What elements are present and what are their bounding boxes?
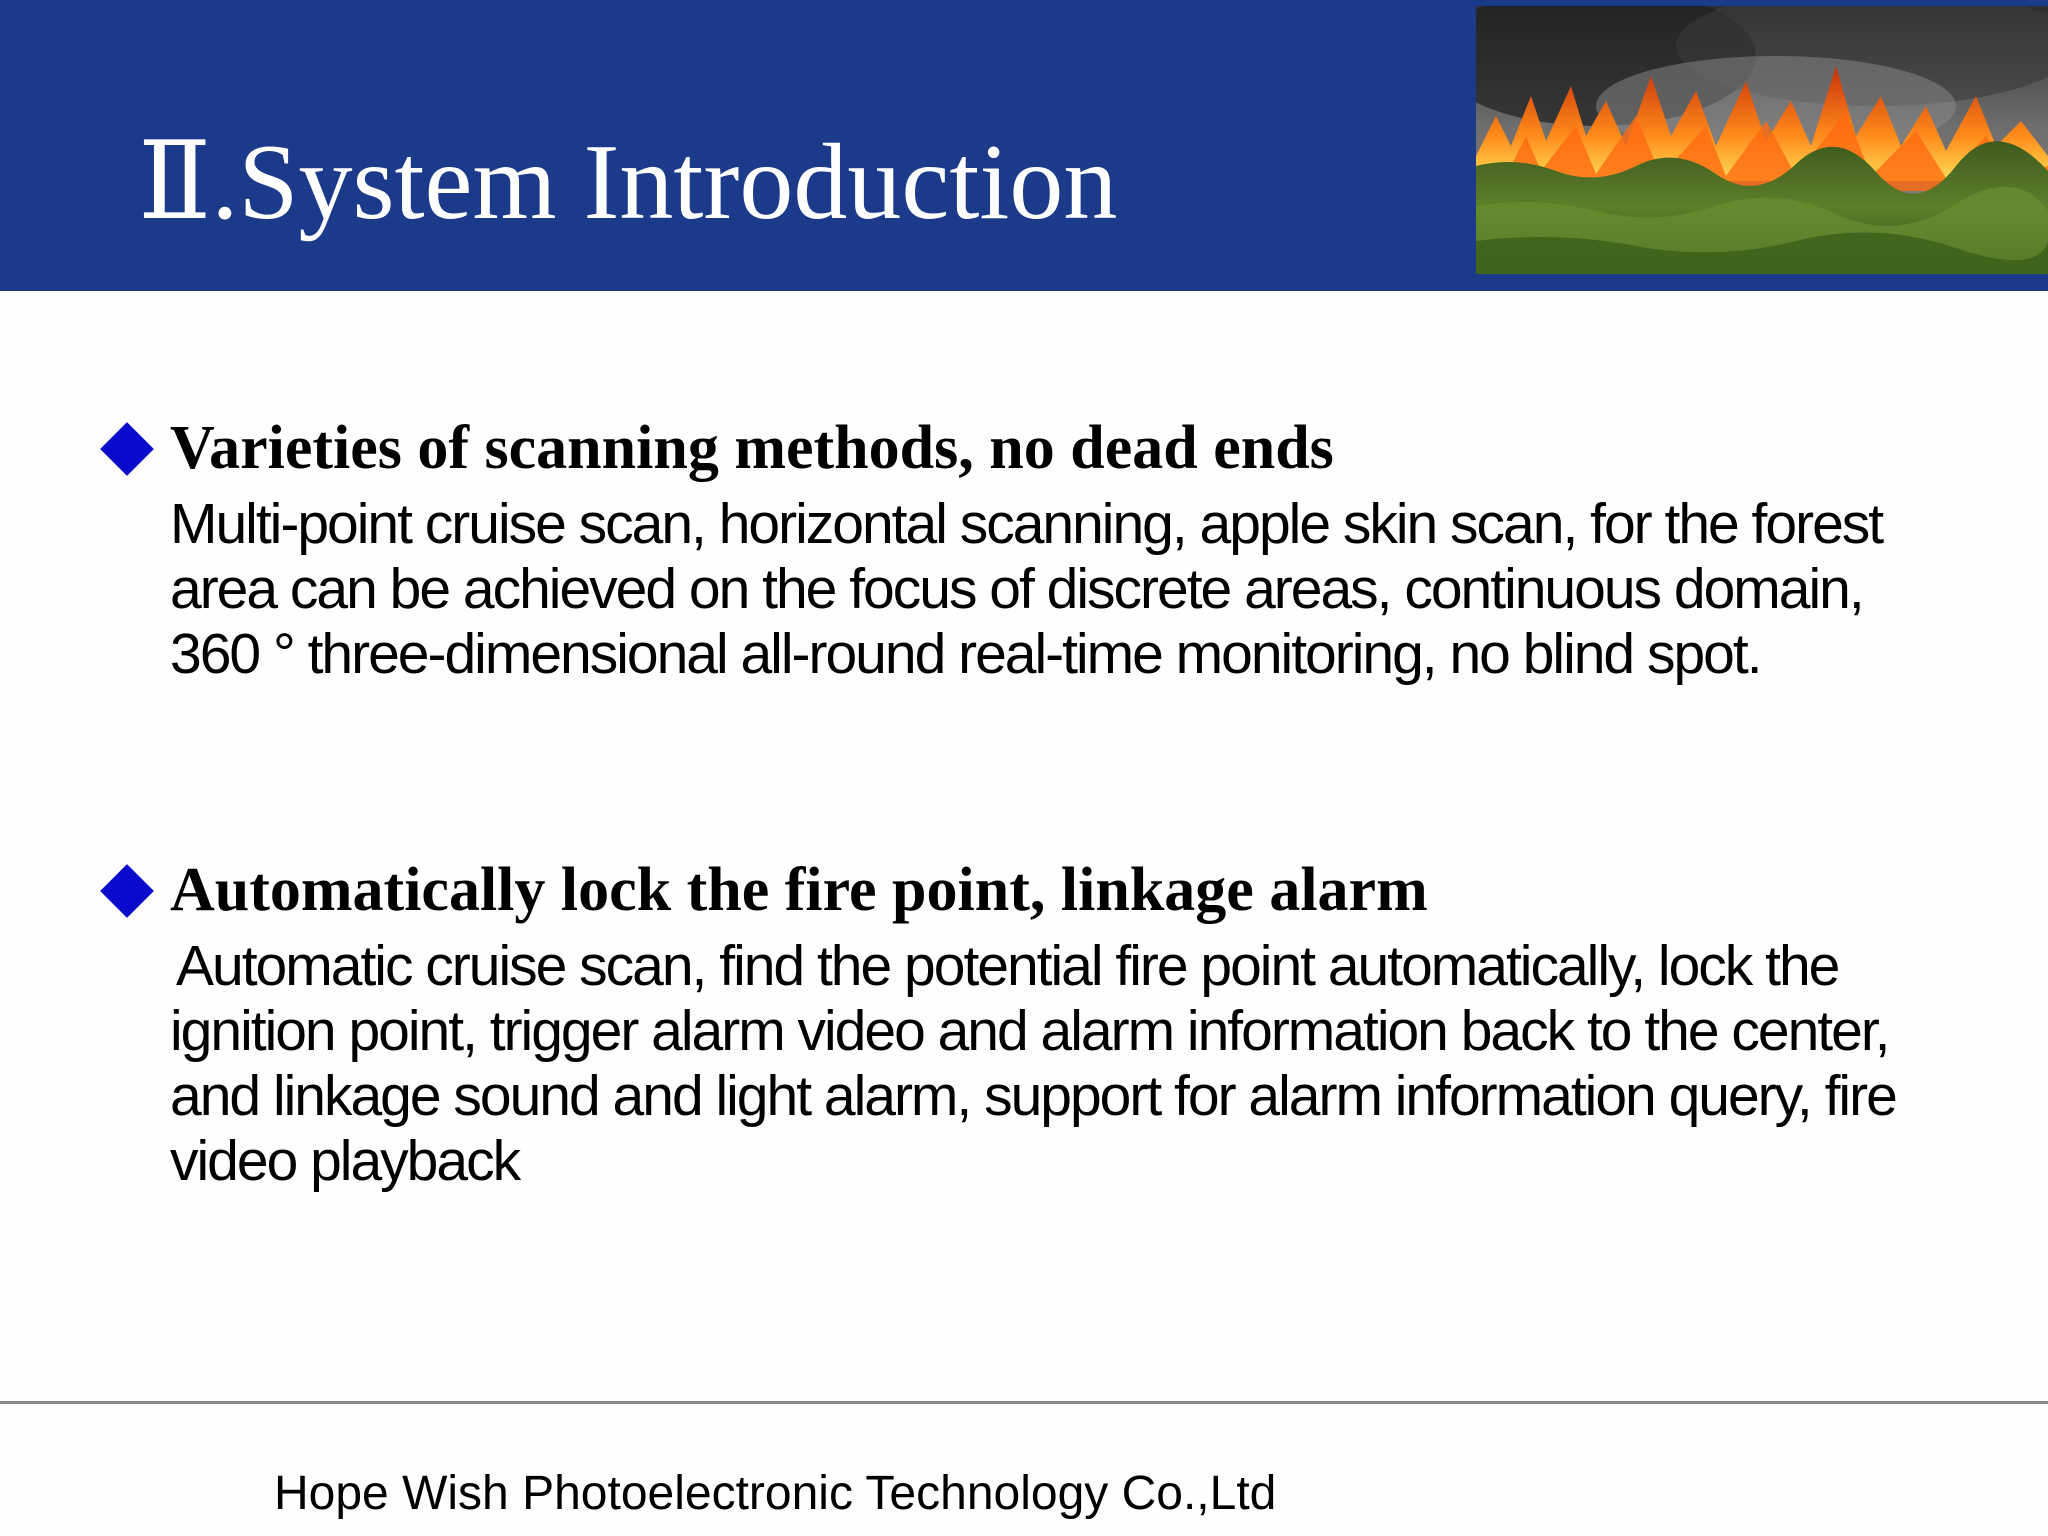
- bullet-body: Automatic cruise scan, find the potential fire point automatically, lock the ignition point, trigger alarm video and alarm information back to the center, and linkage sound and light alarm, support for alarm information query, fire video playback: [170, 934, 1896, 1193]
- forest-fire-photo: [1476, 6, 2048, 274]
- bullet-body: Multi-point cruise scan, horizontal scanning, apple skin scan, for the forest area can be achieved on the focus of discrete areas, continuous domain, 360 ° three-dimensional all-round real-time monitoring, no blind spot.: [170, 492, 1883, 686]
- slide-title: Ⅱ.System Introduction: [138, 123, 1118, 242]
- diamond-bullet-icon: [100, 864, 154, 918]
- footer-divider: [0, 1401, 2048, 1404]
- bullet-heading: Varieties of scanning methods, no dead ends: [170, 414, 1334, 482]
- diamond-bullet-icon: [100, 422, 154, 476]
- bullet-heading: Automatically lock the fire point, linkage alarm: [170, 856, 1428, 924]
- footer-company-name: Hope Wish Photoelectronic Technology Co.,Ltd: [274, 1467, 1277, 1520]
